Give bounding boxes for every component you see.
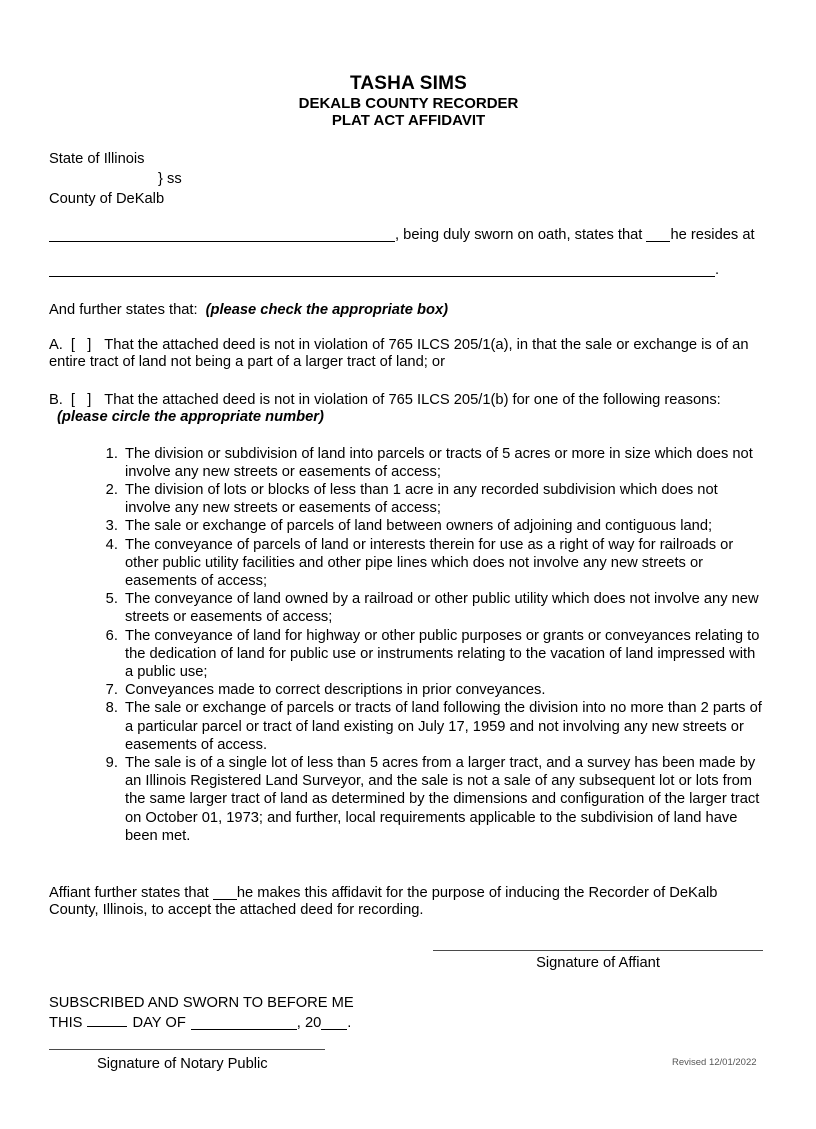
date-fill-line bbox=[49, 1013, 768, 1033]
month-blank[interactable] bbox=[191, 1016, 297, 1030]
year-prefix-text: , 20 bbox=[296, 1014, 322, 1031]
option-a-label: A. bbox=[49, 336, 63, 353]
option-b-paragraph bbox=[49, 392, 768, 427]
closing-text-after: he makes this affidavit for the purpose of inducing the Recorder of DeKalb County, Illinois, to accept the attached deed for recording. bbox=[49, 884, 718, 919]
recorder-name: TASHA SIMS bbox=[349, 73, 468, 94]
circle-number-instruction: (please circle the appropriate number) bbox=[57, 409, 324, 425]
plat-act-affidavit-document bbox=[0, 73, 816, 1129]
oath-line-2 bbox=[49, 262, 768, 280]
reason-item-5: 5. The conveyance of land owned by a railroad or other public utility which does not involve any new streets or easements of access; bbox=[122, 590, 762, 626]
notary-signature-label: Signature of Notary Public bbox=[97, 1056, 268, 1073]
address-period: . bbox=[715, 261, 720, 278]
check-box-instruction: (please check the appropriate box) bbox=[205, 302, 449, 318]
affiant-signature-line[interactable] bbox=[433, 950, 763, 951]
reason-item-8: 8. The sale or exchange of parcels or tracts of land following the division into no more than 2 parts of a particular parcel or tract of land existing on July 17, 1959 and not involving any new streets or easements of access. bbox=[122, 699, 762, 754]
reasons-list bbox=[49, 445, 768, 845]
document-header bbox=[49, 73, 768, 129]
oath-sworn-text: , being duly sworn on oath, states that bbox=[395, 227, 647, 243]
option-b-label: B. bbox=[49, 391, 63, 408]
subscribed-sworn-line: SUBSCRIBED AND SWORN TO BEFORE ME bbox=[49, 995, 354, 1012]
revision-date: Revised 12/01/2022 bbox=[672, 1057, 757, 1068]
this-word: THIS bbox=[49, 1014, 83, 1031]
date-period: . bbox=[347, 1014, 352, 1031]
venue-county: County of DeKalb bbox=[49, 191, 165, 207]
day-blank[interactable] bbox=[87, 1013, 127, 1027]
reason-item-7: 7. Conveyances made to correct descriptions in prior conveyances. bbox=[122, 681, 762, 699]
reason-item-1: 1. The division or subdivision of land into parcels or tracts of 5 acres or more in size which does not involve any new streets or easements of access; bbox=[122, 445, 762, 481]
year-blank[interactable] bbox=[321, 1016, 347, 1030]
venue-state: State of Illinois bbox=[49, 151, 145, 167]
reason-item-6: 6. The conveyance of land for highway or other public purposes or grants or conveyances relating to the dedication of land for public use or instruments relating to the vacation of land impressed with a public use; bbox=[122, 627, 762, 682]
oath-line-1 bbox=[49, 227, 768, 245]
further-lead-text: And further states that: bbox=[49, 302, 198, 318]
reason-item-4: 4. The conveyance of parcels of land or interests therein for use as a right of way for railroads or other public utility facilities and other pipe lines which does not involve any new streets or easements of access; bbox=[122, 536, 762, 591]
affiant-address-blank[interactable] bbox=[49, 263, 715, 277]
notary-signature-block bbox=[49, 1049, 325, 1074]
affiant-signature-label: Signature of Affiant bbox=[536, 954, 660, 971]
venue-ss: } ss bbox=[158, 171, 182, 187]
checkbox-b[interactable]: [ ] bbox=[70, 391, 92, 408]
closing-paragraph bbox=[49, 885, 768, 920]
pronoun-blank-2[interactable] bbox=[213, 886, 237, 900]
reason-item-3: 3. The sale or exchange of parcels of land between owners of adjoining and contiguous land; bbox=[122, 517, 762, 535]
notary-signature-line[interactable] bbox=[49, 1049, 325, 1050]
checkbox-a[interactable]: [ ] bbox=[70, 336, 92, 353]
day-of-text: DAY OF bbox=[132, 1014, 186, 1031]
venue-block bbox=[49, 149, 768, 209]
closing-text-before: Affiant further states that bbox=[49, 884, 213, 901]
reason-item-2: 2. The division of lots or blocks of less than 1 acre in any recorded subdivision which does not involve any new streets or easements of access; bbox=[122, 481, 762, 517]
further-states-line bbox=[49, 302, 768, 320]
option-a-text: That the attached deed is not in violation of 765 ILCS 205/1(a), in that the sale or exchange is of an entire tract of land not being a part of a larger tract of land; or bbox=[49, 336, 749, 370]
oath-resides-text: he resides at bbox=[670, 227, 755, 243]
document-title: PLAT ACT AFFIDAVIT bbox=[331, 112, 486, 129]
option-a-paragraph bbox=[49, 337, 768, 372]
pronoun-blank-1[interactable] bbox=[646, 228, 670, 242]
recorder-office: DEKALB COUNTY RECORDER bbox=[298, 95, 519, 112]
affiant-name-blank[interactable] bbox=[49, 228, 395, 242]
reason-item-9: 9. The sale is of a single lot of less than 5 acres from a larger tract, and a survey has been made by an Illinois Registered Land Surveyor, and the sale is not a sale of any subsequent lot or lots from the same larger tract of land as determined by the dimensions and configuration of the larger tract on October 01, 1973; and further, local requirements applicable to the subdivision of land have been met. bbox=[122, 754, 762, 845]
option-b-text: That the attached deed is not in violation of 765 ILCS 205/1(b) for one of the following reasons: bbox=[104, 391, 721, 408]
affiant-signature-block bbox=[433, 950, 763, 973]
